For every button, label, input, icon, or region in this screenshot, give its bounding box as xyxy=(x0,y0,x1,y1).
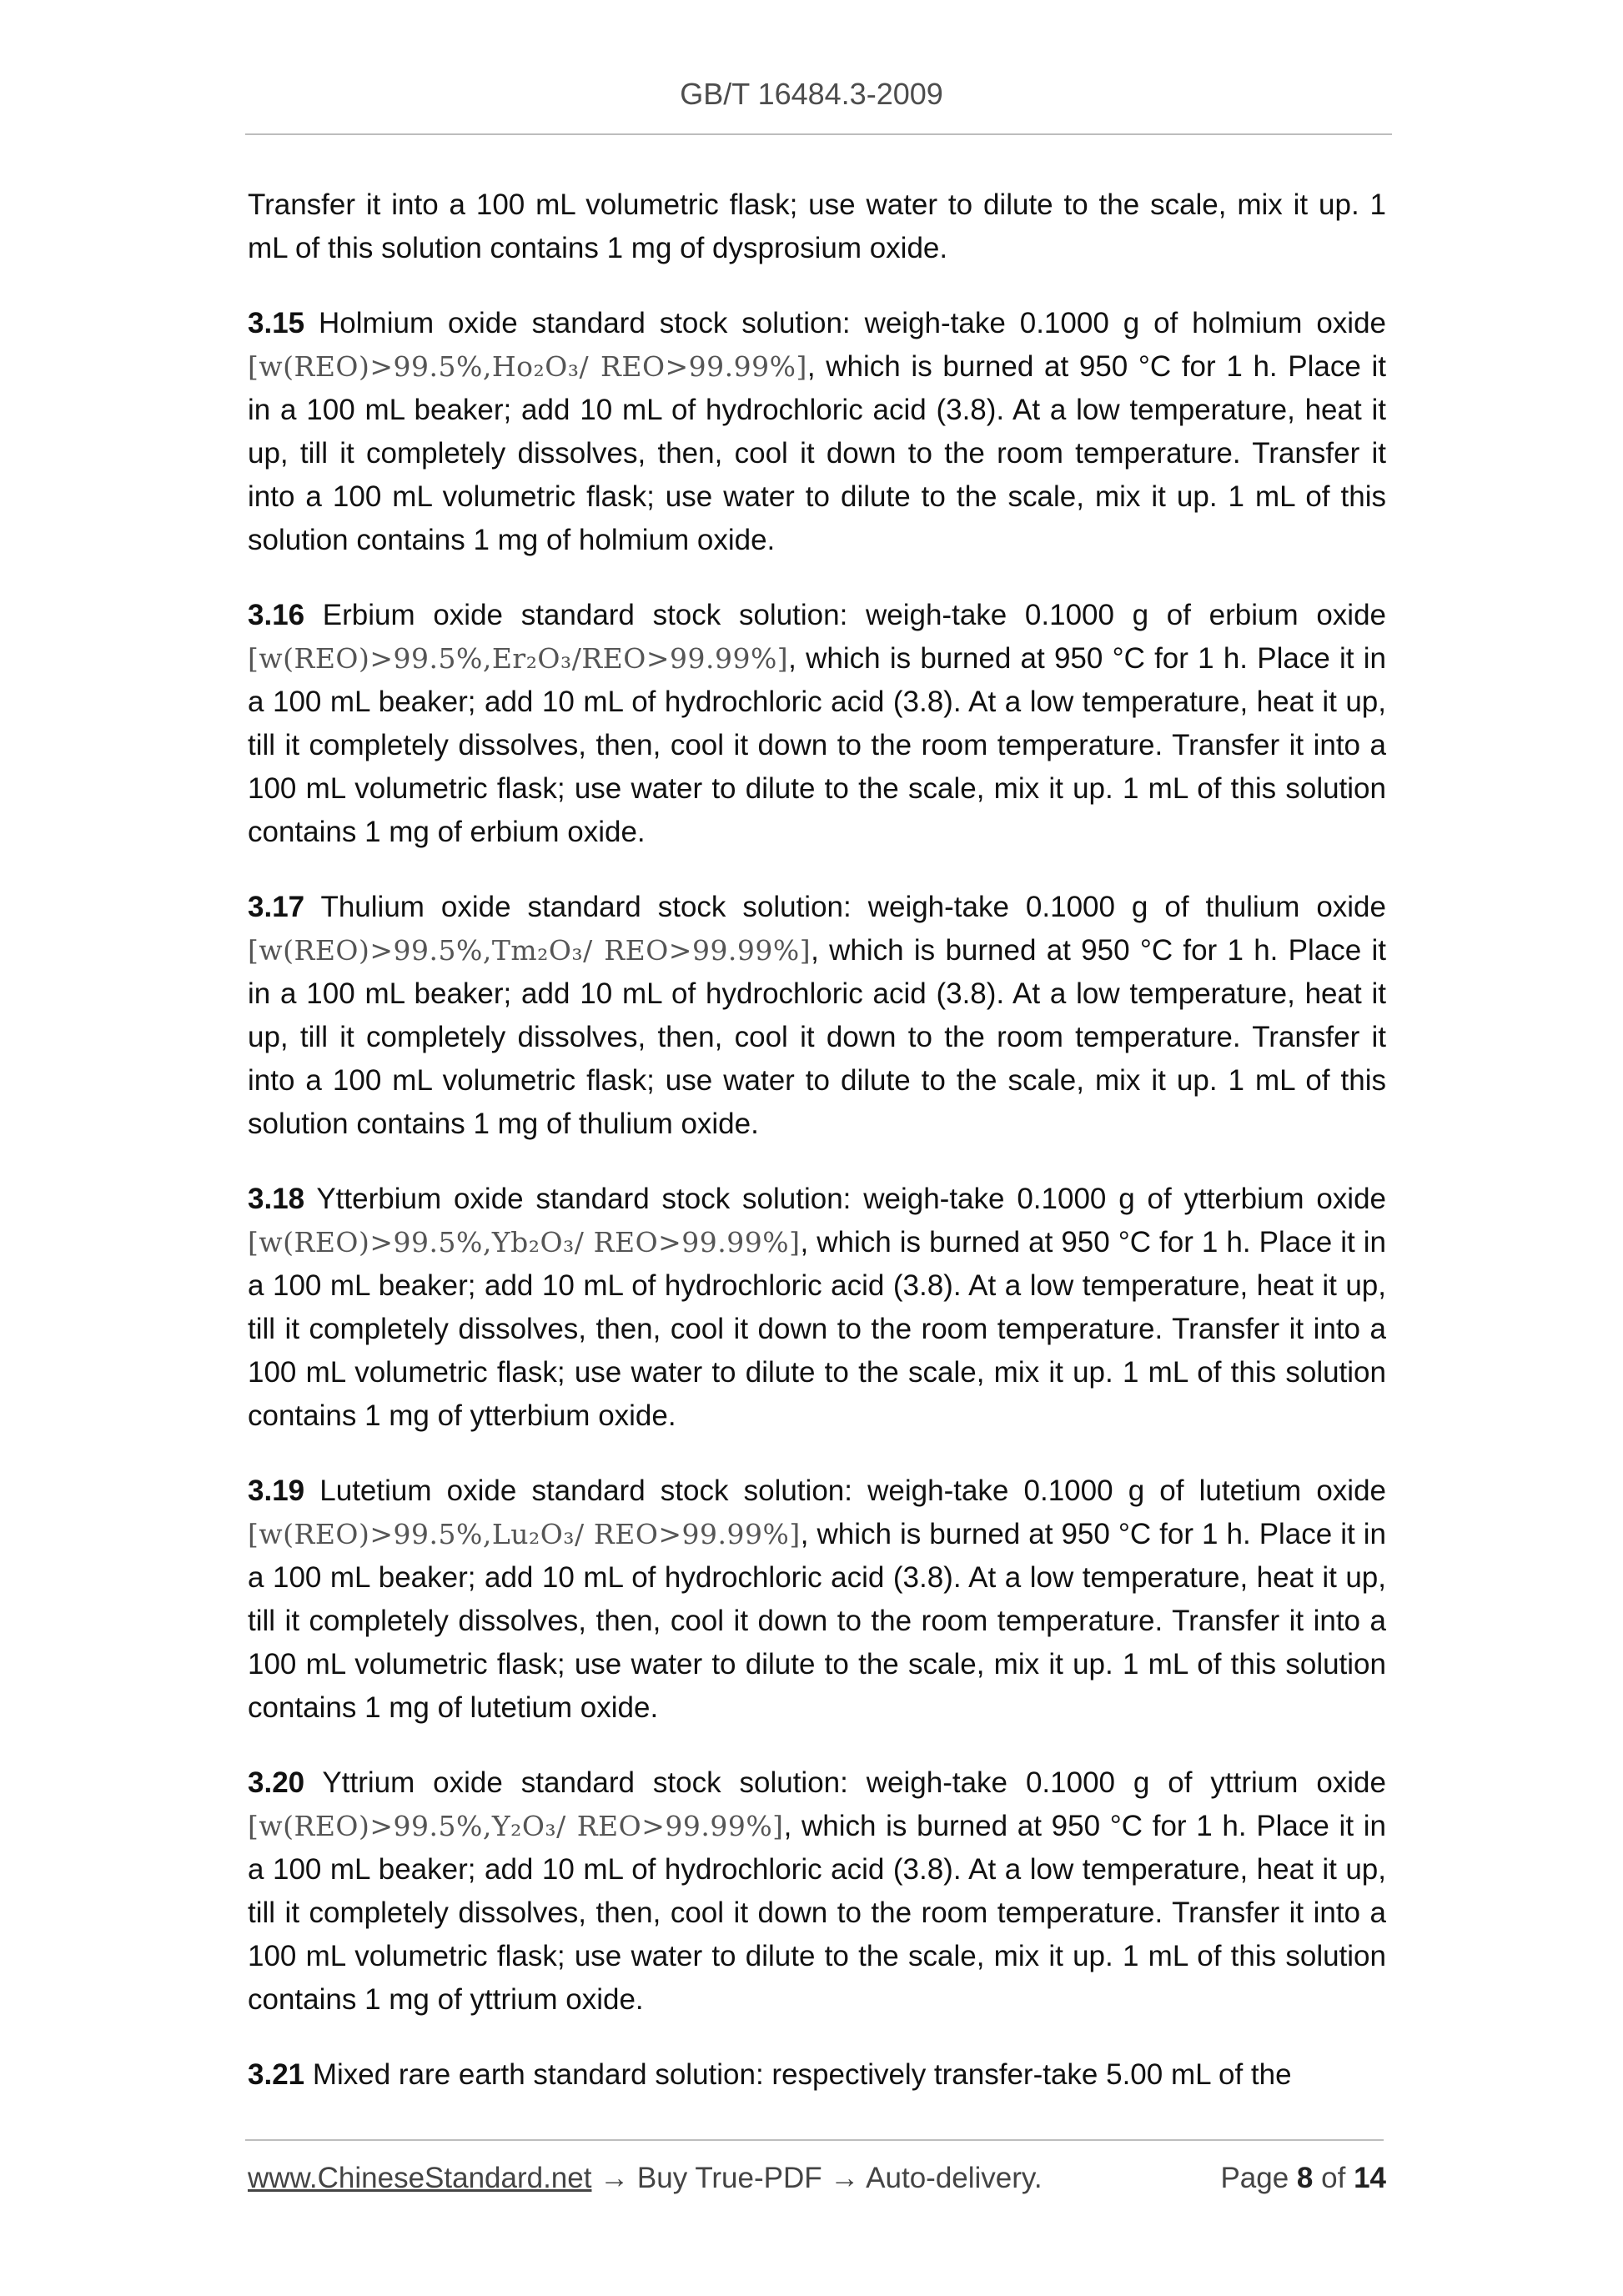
purity-formula: [w(REO)>99.5%,Ho₂O₃/ REO>99.99%] xyxy=(248,350,807,383)
section-3-17 xyxy=(248,886,1386,1146)
section-number: 3.21 xyxy=(248,2058,305,2091)
section-body: , which is burned at 950 °C for 1 h. Place it in a 100 mL beaker; add 10 mL of hydrochloric acid (3.8). At a low temperature, heat it up, till it completely dissolves, then, cool it down to the room temperature. Transfer it into a 100 mL volumetric flask; use water to dilute to the scale, mix it up. 1 mL of this solution contains 1 mg of erbium oxide. xyxy=(248,642,1386,848)
section-lead: Holmium oxide standard stock solution: weigh-take 0.1000 g of holmium oxide xyxy=(304,307,1386,339)
footer-divider xyxy=(245,2139,1384,2141)
section-3-20 xyxy=(248,1761,1386,2022)
purity-formula: [w(REO)>99.5%,Y₂O₃/ REO>99.99%] xyxy=(248,1810,784,1842)
page-word: Page xyxy=(1220,2162,1289,2194)
section-3-21 xyxy=(248,2053,1386,2097)
section-3-18 xyxy=(248,1178,1386,1438)
section-3-15 xyxy=(248,302,1386,562)
section-number: 3.16 xyxy=(248,599,305,631)
section-lead: Mixed rare earth standard solution: respectively transfer-take 5.00 mL of the xyxy=(304,2058,1292,2091)
page-indicator xyxy=(1183,2162,1386,2195)
header-divider xyxy=(245,133,1392,135)
section-lead: Yttrium oxide standard stock solution: weigh-take 0.1000 g of yttrium oxide xyxy=(304,1766,1386,1799)
section-number: 3.17 xyxy=(248,891,305,923)
section-lead: Ytterbium oxide standard stock solution: weigh-take 0.1000 g of ytterbium oxide xyxy=(304,1183,1386,1215)
document-body xyxy=(248,183,1386,2128)
purity-formula: [w(REO)>99.5%,Lu₂O₃/ REO>99.99%] xyxy=(248,1518,801,1550)
footer-promo xyxy=(248,2162,1043,2195)
intro-paragraph: Transfer it into a 100 mL volumetric flask; use water to dilute to the scale, mix it up. 1 mL of this solution contains 1 mg of dysprosium oxide. xyxy=(248,188,1386,264)
page-current: 8 xyxy=(1296,2162,1314,2194)
page-total: 14 xyxy=(1354,2162,1386,2194)
section-3-19 xyxy=(248,1470,1386,1730)
section-lead: Erbium oxide standard stock solution: weigh-take 0.1000 g of erbium oxide xyxy=(304,599,1386,631)
section-body: , which is burned at 950 °C for 1 h. Place it in a 100 mL beaker; add 10 mL of hydrochloric acid (3.8). At a low temperature, heat it up, till it completely dissolves, then, cool it down to the room temperature. Transfer it into a 100 mL volumetric flask; use water to dilute to the scale, mix it up. 1 mL of this solution contains 1 mg of thulium oxide. xyxy=(248,934,1386,1140)
section-number: 3.20 xyxy=(248,1766,305,1799)
page-of: of xyxy=(1321,2162,1346,2194)
section-body: , which is burned at 950 °C for 1 h. Place it in a 100 mL beaker; add 10 mL of hydrochloric acid (3.8). At a low temperature, heat it up, till it completely dissolves, then, cool it down to the room temperature. Transfer it into a 100 mL volumetric flask; use water to dilute to the scale, mix it up. 1 mL of this solution contains 1 mg of yttrium oxide. xyxy=(248,1810,1386,2016)
section-body: , which is burned at 950 °C for 1 h. Place it in a 100 mL beaker; add 10 mL of hydrochloric acid (3.8). At a low temperature, heat it up, till it completely dissolves, then, cool it down to the room temperature. Transfer it into a 100 mL volumetric flask; use water to dilute to the scale, mix it up. 1 mL of this solution contains 1 mg of holmium oxide. xyxy=(248,350,1386,556)
section-body: , which is burned at 950 °C for 1 h. Place it in a 100 mL beaker; add 10 mL of hydrochloric acid (3.8). At a low temperature, heat it up, till it completely dissolves, then, cool it down to the room temperature. Transfer it into a 100 mL volumetric flask; use water to dilute to the scale, mix it up. 1 mL of this solution contains 1 mg of lutetium oxide. xyxy=(248,1518,1387,1724)
section-number: 3.18 xyxy=(248,1183,305,1215)
section-body: , which is burned at 950 °C for 1 h. Place it in a 100 mL beaker; add 10 mL of hydrochloric acid (3.8). At a low temperature, heat it up, till it completely dissolves, then, cool it down to the room temperature. Transfer it into a 100 mL volumetric flask; use water to dilute to the scale, mix it up. 1 mL of this solution contains 1 mg of ytterbium oxide. xyxy=(248,1226,1386,1432)
document-header-title: GB/T 16484.3-2009 xyxy=(680,77,943,111)
purity-formula: [w(REO)>99.5%,Yb₂O₃/ REO>99.99%] xyxy=(248,1226,801,1259)
purity-formula: [w(REO)>99.5%,Er₂O₃/REO>99.99%] xyxy=(248,642,789,675)
purity-formula: [w(REO)>99.5%,Tm₂O₃/ REO>99.99%] xyxy=(248,934,812,967)
footer-tagline: → Buy True-PDF → Auto-delivery. xyxy=(591,2162,1043,2194)
section-3-16 xyxy=(248,594,1386,854)
section-number: 3.19 xyxy=(248,1475,305,1507)
section-lead: Thulium oxide standard stock solution: weigh-take 0.1000 g of thulium oxide xyxy=(304,891,1386,923)
section-lead: Lutetium oxide standard stock solution: weigh-take 0.1000 g of lutetium oxide xyxy=(304,1475,1386,1507)
section-number: 3.15 xyxy=(248,307,305,339)
chinesestandard-link[interactable]: www.ChineseStandard.net xyxy=(248,2162,592,2194)
